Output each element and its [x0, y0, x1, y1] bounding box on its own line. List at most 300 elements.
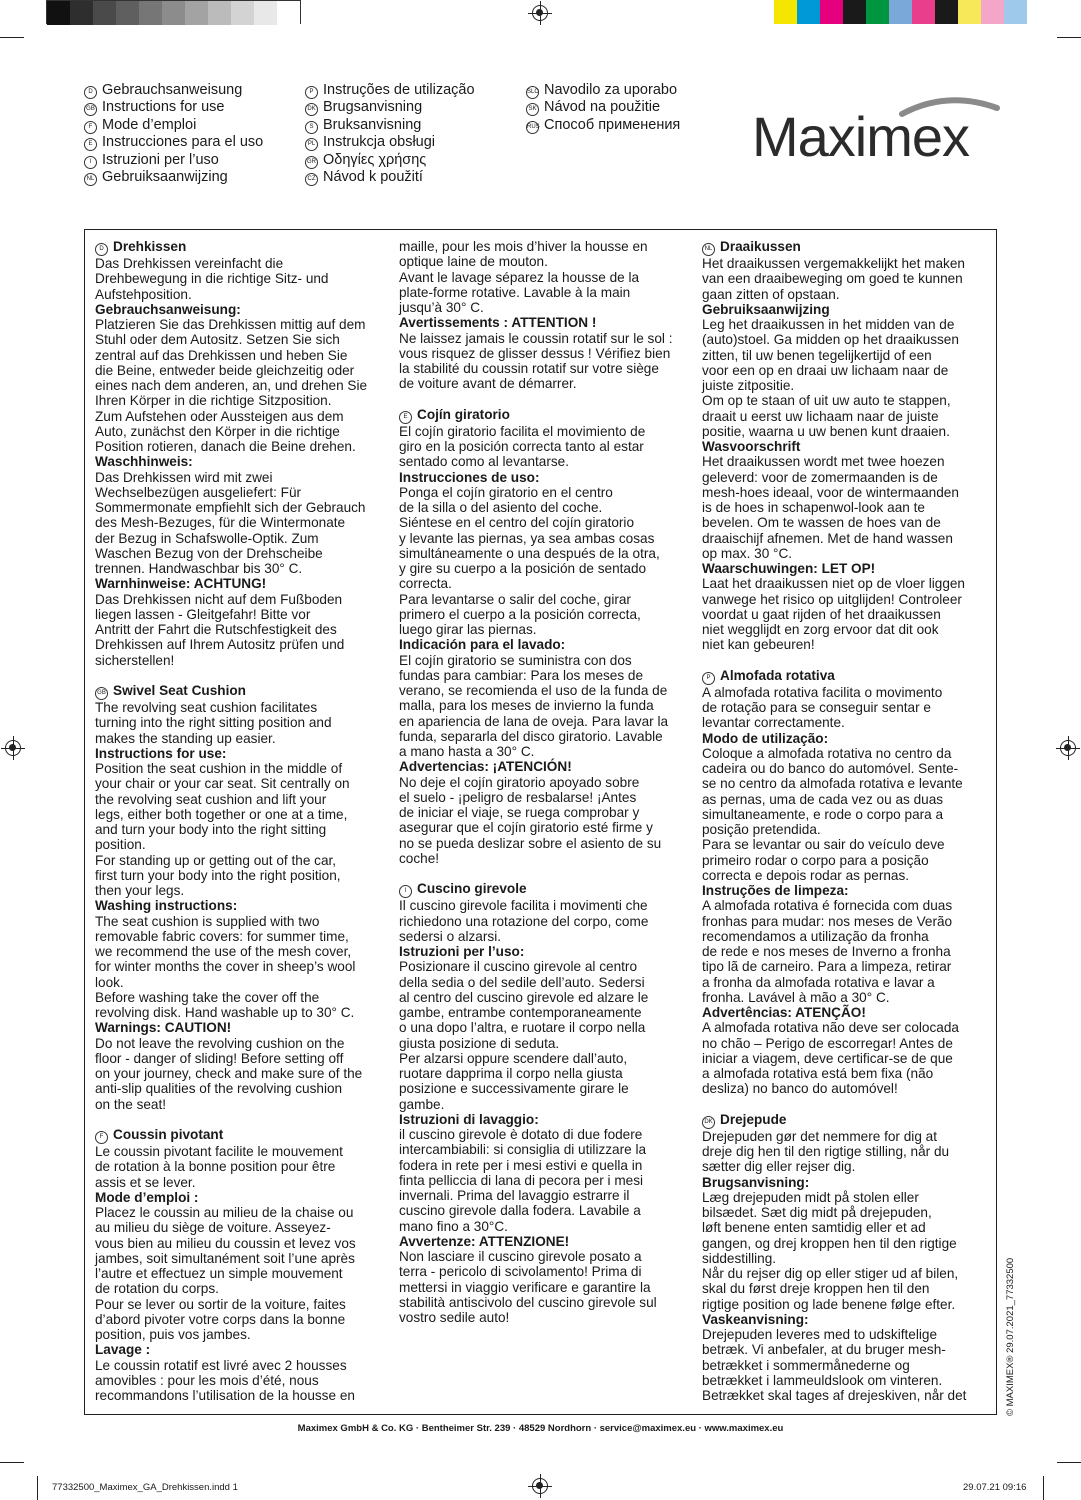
text-line: positie, waarna u uw benen kunt draaien.	[702, 423, 950, 439]
text-line: Drehbewegung in die richtige Sitz- und	[95, 271, 329, 287]
text-line: au milieu du siège de voiture. Asseyez-	[95, 1220, 331, 1236]
text-line: o una dopo l’altra, e ruotare il corpo nella	[399, 1020, 646, 1036]
text-line: sedersi o alzarsi.	[399, 928, 501, 944]
text-line: Para levantarse o salir del coche, girar	[399, 591, 631, 607]
instructions-panel	[84, 229, 997, 1415]
text-line: A almofada rotativa não deve ser colocada	[702, 1020, 959, 1036]
section-heading	[702, 668, 994, 685]
text-line: No deje el cojín giratorio apoyado sobre	[399, 774, 640, 790]
text-line: the revolving seat cushion and lift your	[95, 791, 327, 807]
language-code-badge: SLO	[526, 86, 539, 99]
text-line: Drejepuden leveres med to udskiftelige	[702, 1327, 938, 1342]
text-line: juiste zitpositie.	[702, 378, 795, 393]
text-line: asegurar que el cojín giratorio esté firme y	[399, 820, 653, 836]
section-spacer	[399, 392, 691, 407]
text-line: levantar correctamente.	[702, 715, 845, 731]
text-line: Le coussin pivotant facilite le mouvement	[95, 1144, 343, 1159]
text-line: fronha. Lavável à mão a 30° C.	[702, 989, 890, 1005]
language-code-badge: I	[399, 885, 412, 898]
text-line: For standing up or getting out of the car,	[95, 852, 337, 868]
text-line: sætter dig eller rejser dig.	[702, 1159, 856, 1175]
text-line: van een draaibeweging om goed te kunnen	[702, 271, 963, 287]
text-line: coche!	[399, 850, 440, 866]
text-line: removable fabric covers: for summer time,	[95, 928, 349, 944]
language-code-badge: S	[305, 121, 318, 134]
text-line: luego girar las piernas.	[399, 622, 537, 637]
color-swatch	[231, 1, 254, 25]
text-line: optique laine de mouton.	[399, 254, 548, 270]
text-line: a almofada rotativa está bem fixa (não	[702, 1066, 934, 1081]
text-line: Sommermonate empfiehlt sich der Gebrauch	[95, 500, 366, 515]
heading-text: Draaikussen	[720, 239, 801, 254]
text-line: tipo lã de carneiro. Para a limpeza, retirar	[702, 959, 952, 975]
text-line: Das Drehkissen wird mit zwei	[95, 469, 273, 485]
text-line: Auto, zunächst den Körper in die richtige	[95, 423, 340, 439]
subheading: Advertências: ATENÇÃO!	[702, 1005, 866, 1020]
text-line: Ihren Körper in die richtige Sitzposition.	[95, 393, 332, 409]
section-heading	[95, 683, 387, 700]
subheading: Istruzioni per l’uso:	[399, 944, 525, 959]
subheading: Instruções de limpeza:	[702, 883, 849, 898]
language-code-badge: F	[95, 1131, 108, 1144]
color-swatch	[116, 1, 139, 25]
subheading: Instructions for use:	[95, 745, 227, 761]
text-line: draait u eerst uw lichaam naar de juiste	[702, 408, 939, 424]
text-line: El cojín giratorio facilita el movimiento de	[399, 423, 646, 439]
subheading: Warnings: CAUTION!	[95, 1020, 232, 1036]
text-line: Wechselbezügen ausgeliefert: Für	[95, 484, 302, 500]
text-line: correcta.	[399, 576, 452, 592]
text-line: de iniciar el viaje, se ruega comprobar y	[399, 805, 640, 820]
text-line: we recommend the use of the mesh cover,	[95, 944, 352, 959]
text-line: for winter months the cover in sheep’s wool	[95, 959, 356, 975]
color-swatch	[208, 1, 231, 25]
text-line: A almofada rotativa facilita o movimento	[702, 684, 943, 700]
language-item	[305, 152, 475, 169]
text-line: sicherstellen!	[95, 652, 175, 668]
text-line: mano fino a 30°C.	[399, 1218, 508, 1234]
text-line: no chão – Perigo de escorregar! Antes de	[702, 1035, 953, 1051]
text-line: Avant le lavage séparez la housse de la	[399, 269, 640, 285]
crop-mark	[0, 1462, 24, 1463]
text-line: Laat het draaikussen niet op de vloer liggen	[702, 576, 965, 592]
language-item	[305, 99, 475, 116]
text-line: a mano hasta a 30° C.	[399, 744, 535, 759]
text-line: y levante las piernas, ya sea ambas cosas	[399, 530, 655, 546]
language-list-2	[305, 82, 475, 186]
text-line: Para se levantar ou sair do veículo deve	[702, 837, 945, 853]
text-line: vostro sedile auto!	[399, 1310, 510, 1325]
subheading: Istruzioni di lavaggio:	[399, 1111, 539, 1127]
text-line: mettersi in viaggio verificare e garantire la	[399, 1279, 651, 1295]
text-line: recommandons l’utilisation de la housse en	[95, 1388, 355, 1403]
text-line: fodera in rete per i mesi estivi e quella in	[399, 1157, 643, 1173]
text-line: gambe.	[399, 1096, 445, 1112]
text-line: Ne laissez jamais le coussin rotatif sur le sol :	[399, 330, 673, 346]
language-label: Gebrauchsanweisung	[102, 82, 243, 98]
text-line: no se pueda deslizar sobre el asiento de su	[399, 835, 662, 851]
text-line: de voiture avant de démarrer.	[399, 376, 577, 392]
language-code-badge: DK	[702, 1116, 715, 1129]
subheading: Advertencias: ¡ATENCIÓN!	[399, 759, 572, 775]
crop-mark	[37, 1476, 38, 1500]
text-line: on the seat!	[95, 1096, 167, 1112]
section-heading	[399, 881, 691, 898]
text-line: finta pelliccia di lana di pecora per i mesi	[399, 1172, 644, 1188]
language-item	[305, 134, 475, 151]
section-spacer	[399, 866, 691, 881]
date-slug: 29.07.21 09:16	[963, 1482, 1027, 1493]
text-line: revolving disk. Hand washable up to 30° C.	[95, 1005, 355, 1020]
language-code-badge: GB	[84, 103, 97, 116]
text-line: gangen, og drej kroppen hen til den rigtige	[702, 1235, 957, 1251]
text-line: legs, either both together or one at a time,	[95, 806, 348, 822]
text-line: voordat u gaat rijden of het draaikussen	[702, 606, 941, 622]
text-line: Before washing take the cover off the	[95, 989, 320, 1005]
text-line: giro en la posición correcta tanto al estar	[399, 439, 644, 454]
language-code-badge: P	[702, 672, 715, 685]
language-item	[84, 99, 263, 116]
text-line: makes the standing up easier.	[95, 730, 276, 746]
text-line: first turn your body into the right position,	[95, 867, 341, 883]
text-line: on your journey, check and make sure of the	[95, 1066, 363, 1081]
language-code-badge: D	[84, 86, 97, 99]
color-swatch	[277, 1, 300, 25]
text-line: anti-slip qualities of the revolving cushion	[95, 1081, 343, 1097]
text-line: la stabilité du coussin rotatif sur votre siège	[399, 361, 659, 376]
section-spacer	[95, 1112, 387, 1127]
subheading: Brugsanvisning:	[702, 1174, 810, 1190]
text-line: vous bien au milieu du coussin et levez vos	[95, 1235, 356, 1251]
text-line: invernali. Prima del lavaggio estrarre il	[399, 1188, 630, 1203]
text-line: Das Drehkissen vereinfacht die	[95, 256, 284, 271]
language-item	[526, 82, 680, 99]
heading-text: Swivel Seat Cushion	[113, 683, 246, 698]
subheading: Mode d’emploi :	[95, 1189, 199, 1205]
text-line: Betrækket skal tages af drejeskiven, når det	[702, 1388, 967, 1403]
text-line: posizione e successivamente girare le	[399, 1081, 629, 1097]
subheading: Waarschuwingen: LET OP!	[702, 561, 876, 576]
text-line: posição pretendida.	[702, 822, 821, 837]
text-line: verano, se recomienda el uso de la funda de	[399, 683, 668, 698]
text-line: se no centro da almofada rotativa e levante	[702, 776, 963, 792]
text-line: amovibles : pour les mois d’été, nous	[95, 1372, 319, 1388]
text-line: en apariencia de lana de oveja. Para lavar la	[399, 713, 669, 729]
text-column-3	[702, 239, 994, 1403]
text-line: giusta posizione di seduta.	[399, 1035, 560, 1051]
text-line: El cojín giratorio se suministra con dos	[399, 652, 632, 668]
language-code-badge: GB	[95, 687, 108, 700]
text-line: fundas para cambiar: Para los meses de	[399, 667, 644, 683]
text-line: geleverd: voor de zomermaanden is de	[702, 469, 938, 485]
language-list-1	[84, 82, 263, 186]
section-heading	[702, 1112, 994, 1129]
crop-mark	[1057, 1462, 1081, 1463]
text-line: bilsædet. Sæt dig midt på drejepuden,	[702, 1205, 932, 1220]
text-line: Ponga el cojín giratorio en el centro	[399, 484, 613, 500]
text-line: Le coussin rotatif est livré avec 2 housses	[95, 1357, 347, 1373]
language-label: Bruksanvisning	[323, 116, 422, 133]
text-line: richiedono una rotazione del corpo, come	[399, 913, 649, 929]
language-item	[526, 99, 680, 116]
text-line: Placez le coussin au milieu de la chaise ou	[95, 1205, 354, 1220]
text-line: funda, separarla del disco giratorio. Lavable	[399, 728, 663, 744]
language-item	[526, 117, 680, 134]
text-line: The seat cushion is supplied with two	[95, 913, 320, 929]
subheading: Instrucciones de uso:	[399, 469, 540, 485]
text-line: cadeira ou do banco do automóvel. Sente-	[702, 761, 959, 776]
text-line: gambe, entrambe contemporaneamente	[399, 1005, 642, 1020]
text-line: jambes, soit simultanément soit l’une après	[95, 1250, 355, 1266]
heading-text: Cojín giratorio	[417, 406, 510, 422]
color-swatch	[820, 0, 843, 24]
language-code-badge: I	[84, 156, 97, 169]
text-line: as pernas, uma de cada vez ou as duas	[702, 791, 944, 807]
text-line: then your legs.	[95, 883, 185, 898]
text-line: betrækket i lammeuldslook om vinteren.	[702, 1372, 943, 1388]
subheading: Avertissements : ATTENTION !	[399, 315, 597, 331]
crop-mark	[0, 37, 24, 38]
section-heading	[95, 239, 387, 256]
text-line: Drehkissen auf Ihrem Autositz prüfen und	[95, 637, 345, 653]
company-footer: Maximex GmbH & Co. KG · Bentheimer Str. 239 · 48529 Nordhorn · service@maximex.eu · www.maximex.eu	[297, 1423, 784, 1434]
text-line: intercambiabili: si consiglia di utilizzare la	[399, 1142, 647, 1158]
language-label: Instructions for use	[102, 99, 225, 116]
color-swatch	[981, 0, 1004, 24]
subheading: Modo de utilização:	[702, 730, 829, 746]
color-swatch	[139, 1, 162, 25]
text-line: Antritt der Fahrt die Rutschfestigkeit des	[95, 622, 337, 637]
language-label: Navodilo za uporabo	[544, 82, 678, 98]
text-column-1	[95, 239, 387, 1403]
color-swatch	[889, 0, 912, 24]
language-label: Brugsanvisning	[323, 99, 423, 116]
subheading: Lavage :	[95, 1342, 151, 1358]
text-line: iniciar a viagem, deve certificar-se de que	[702, 1050, 953, 1066]
text-line: Position rotieren, danach die Beine drehen.	[95, 439, 356, 454]
subheading: Waschhinweis:	[95, 454, 193, 470]
text-line: liegen lassen - Gleitgefahr! Bitte vor	[95, 606, 311, 622]
maximex-logo	[752, 92, 1002, 172]
heading-text: Cuscino girevole	[417, 881, 527, 897]
registration-mark-bottom	[532, 1478, 548, 1494]
text-line: d’abord pivoter votre corps dans la bonne	[95, 1311, 346, 1327]
text-line: cuscino girevole dalla fodera. Lavabile a	[399, 1203, 641, 1219]
text-line: stabilità antiscivolo del cuscino girevole sul	[399, 1294, 657, 1310]
language-label: Návod k použití	[323, 169, 423, 186]
color-swatch	[162, 1, 185, 25]
heading-text: Drehkissen	[113, 239, 187, 254]
text-line: A almofada rotativa é fornecida com duas	[702, 898, 953, 914]
language-code-badge: CZ	[305, 173, 318, 186]
language-code-badge: D	[95, 243, 108, 256]
color-swatch	[912, 0, 935, 24]
text-line: Drejepuden gør det nemmere for dig at	[702, 1128, 937, 1144]
color-swatch	[254, 1, 277, 25]
file-slug: 77332500_Maximex_GA_Drehkissen.indd 1	[52, 1482, 238, 1493]
text-line: Om op te staan of uit uw auto te stappen,	[702, 393, 951, 409]
section-heading	[702, 239, 994, 256]
color-swatch	[797, 0, 820, 24]
registration-mark-left	[5, 740, 21, 756]
text-line: de rotação para se conseguir sentar e	[702, 700, 931, 715]
language-label: Instruções de utilização	[323, 82, 475, 98]
language-code-badge: F	[84, 121, 97, 134]
subheading: Indicación para el lavado:	[399, 637, 566, 653]
section-heading	[399, 407, 691, 424]
text-line: skal du først dreje kroppen hen til den	[702, 1281, 930, 1297]
language-label: Mode d’emploi	[102, 116, 197, 133]
text-line: Pour se lever ou sortir de la voiture, faites	[95, 1296, 346, 1312]
language-label: Instrukcja obsługi	[323, 134, 436, 151]
text-line: mesh-hoes ideaal, voor de wintermaanden	[702, 484, 959, 500]
text-line: al centro del cuscino girevole ed alzare le	[399, 989, 649, 1005]
copyright-side-note: © MAXIMEX® 29.07.2021_77332500	[1005, 1257, 1016, 1416]
text-line: (auto)stoel. Ga midden op het draaikussen	[702, 332, 959, 348]
text-line: op max. 30 °C.	[702, 545, 793, 561]
language-label: Способ применения	[544, 116, 681, 133]
text-line: malla, para los meses de invierno la funda	[399, 698, 654, 714]
text-line: The revolving seat cushion facilitates	[95, 700, 318, 715]
text-line: sentado como al levantarse.	[399, 454, 570, 470]
text-line: Het draaikussen vergemakkelijkt het maken	[702, 256, 965, 271]
language-item	[305, 117, 475, 134]
color-swatch	[935, 0, 958, 24]
text-line: della sedia o del sedile dell’auto. Sedersi	[399, 974, 645, 990]
text-line: Når du rejser dig op eller stiger ud af bilen,	[702, 1266, 959, 1281]
text-line: rigtige position og lade benene følge efter.	[702, 1296, 956, 1312]
crop-mark	[1057, 37, 1081, 38]
text-line: y gire su cuerpo a la posición de sentado	[399, 561, 647, 576]
heading-text: Almofada rotativa	[720, 667, 835, 683]
subheading: Vaskeanvisning:	[702, 1311, 809, 1327]
text-line: voor een op en draai uw lichaam naar de	[702, 362, 949, 378]
text-line: die Beine, entweder beide gleichzeitig oder	[95, 362, 355, 378]
subheading: Washing instructions:	[95, 898, 238, 914]
color-swatch	[866, 0, 889, 24]
crop-mark	[1043, 1476, 1044, 1500]
text-column-2	[399, 239, 691, 1325]
text-line: betrækket i sommermånederne og	[702, 1357, 910, 1373]
registration-mark-top	[532, 5, 548, 21]
color-swatch	[774, 0, 797, 24]
logo-wordmark: Maximex	[752, 105, 970, 168]
text-line: Zum Aufstehen oder Aussteigen aus dem	[95, 408, 344, 424]
text-line: ruotare dapprima il corpo nella giusta	[399, 1066, 623, 1081]
text-line: Do not leave the revolving cushion on the	[95, 1035, 345, 1051]
text-line: siddestilling.	[702, 1250, 777, 1266]
text-line: Platzieren Sie das Drehkissen mittig auf dem	[95, 317, 366, 332]
text-line: your chair or your car seat. Sit centrally on	[95, 776, 350, 792]
text-line: recomendamos a utilização da fronha	[702, 928, 929, 944]
language-item	[84, 152, 263, 169]
text-line: draaischijf afnemen. Met de hand wassen	[702, 530, 953, 546]
language-item	[84, 82, 263, 99]
text-line: Non lasciare il cuscino girevole posato a	[399, 1249, 642, 1264]
color-swatch	[70, 1, 93, 25]
text-line: zitten, til uw benen tegelijkertijd of een	[702, 347, 932, 363]
heading-text: Coussin pivotant	[113, 1127, 224, 1142]
text-line: maille, pour les mois d’hiver la housse en	[399, 239, 648, 254]
language-code-badge: NL	[702, 243, 715, 256]
section-spacer	[702, 1097, 994, 1112]
subheading: Warnhinweise: ACHTUNG!	[95, 576, 267, 592]
language-label: Návod na použitie	[544, 99, 661, 116]
language-list-3	[526, 82, 680, 134]
text-line: der Bezug in Schafswolle-Optik. Zum	[95, 530, 319, 546]
text-line: plate-forme rotative. Lavable à la main	[399, 284, 631, 300]
text-line: Waschen Bezug von der Drehscheibe	[95, 545, 323, 561]
text-line: niet kan gebeuren!	[702, 637, 815, 653]
text-line: betræk. Vi anbefaler, at du bruger mesh-	[702, 1342, 946, 1358]
language-item	[305, 82, 475, 99]
text-line: Il cuscino girevole facilita i movimenti che	[399, 898, 648, 914]
text-line: l’autre et effectuez un simple mouvement	[95, 1266, 343, 1281]
text-line: Leg het draaikussen in het midden van de	[702, 317, 955, 332]
text-line: position, puis vos jambes.	[95, 1327, 251, 1342]
language-label: Gebruiksaanwijzing	[102, 169, 228, 186]
text-line: simultáneamente o una después de la otra,	[399, 545, 660, 561]
text-line: Per alzarsi oppure scendere dall’auto,	[399, 1050, 628, 1066]
text-line: desliza) no banco do automóvel!	[702, 1081, 898, 1097]
color-bar	[774, 0, 1027, 24]
language-code-badge: E	[84, 138, 97, 151]
section-spacer	[95, 668, 387, 683]
text-line: primero el cuerpo a la posición correcta,	[399, 606, 641, 622]
text-line: correcta e depois rodar as pernas.	[702, 867, 910, 883]
text-line: dreje dig hen til den rigtige stilling, når du	[702, 1144, 950, 1159]
registration-mark-right	[1060, 740, 1076, 756]
language-code-badge: SK	[526, 103, 539, 116]
subheading: Gebruiksaanwijzing	[702, 301, 830, 317]
section-heading	[95, 1127, 387, 1144]
text-line: de rotation à la bonne position pour être	[95, 1159, 336, 1175]
text-line: Aufstehposition.	[95, 286, 192, 302]
section-spacer	[702, 653, 994, 668]
text-line: Posizionare il cuscino girevole al centro	[399, 959, 638, 975]
text-line: turning into the right sitting position and	[95, 715, 332, 731]
language-code-badge: PL	[305, 138, 318, 151]
text-line: Das Drehkissen nicht auf dem Fußboden	[95, 591, 343, 607]
language-code-badge: NL	[84, 173, 97, 186]
text-line: and turn your body into the right sitting	[95, 822, 327, 837]
text-line: zentral auf das Drehkissen und heben Sie	[95, 347, 348, 363]
subheading: Gebrauchsanweisung:	[95, 301, 241, 317]
text-line: des Mesh-Bezuges, für die Wintermonate	[95, 515, 346, 531]
text-line: Coloque a almofada rotativa no centro da	[702, 745, 952, 761]
text-line: fronhas para mudar: nos meses de Verão	[702, 913, 953, 929]
grayscale-bar	[46, 0, 301, 24]
color-swatch	[958, 0, 981, 24]
text-line: primeiro rodar o corpo para a posição	[702, 852, 929, 868]
language-code-badge: P	[305, 86, 318, 99]
language-item	[305, 169, 475, 186]
text-line: jusqu’à 30° C.	[399, 300, 484, 315]
text-line: floor - danger of sliding! Before setting off	[95, 1050, 344, 1066]
language-code-badge: DK	[305, 103, 318, 116]
color-swatch	[47, 1, 70, 25]
text-line: vous risquez de glisser dessus ! Vérifiez bien	[399, 345, 671, 361]
language-item	[84, 169, 263, 186]
text-line: il cuscino girevole è dotato di due fodere	[399, 1127, 643, 1142]
heading-text: Drejepude	[720, 1111, 787, 1127]
text-line: look.	[95, 974, 124, 990]
color-swatch	[1004, 0, 1027, 24]
language-code-badge: GR	[305, 156, 318, 169]
text-line: position.	[95, 837, 146, 853]
text-line: løft benene enten samtidig eller et ad	[702, 1220, 926, 1236]
color-swatch	[93, 1, 116, 25]
